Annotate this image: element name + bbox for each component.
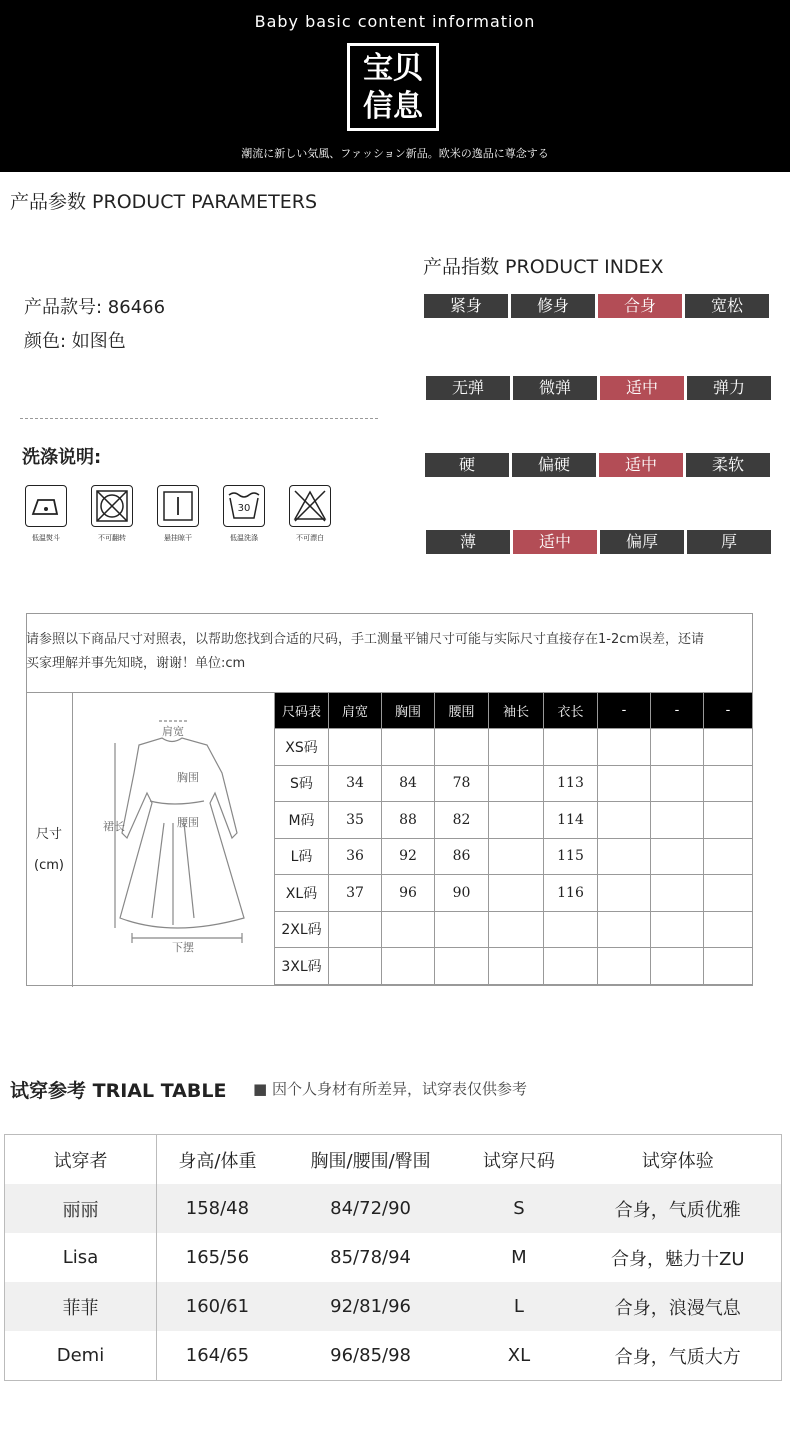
trial-cell: 160/61 — [157, 1282, 278, 1331]
trial-header: 胸围/腰围/臀围 — [310, 1150, 431, 1172]
product-model: 产品款号: 86466 — [24, 297, 166, 318]
size-cell — [329, 948, 382, 985]
wash-30-icon — [223, 485, 265, 527]
index-cell: 厚 — [687, 530, 771, 554]
params-title: 产品参数 PRODUCT PARAMETERS — [10, 191, 318, 213]
iron-low-icon — [25, 485, 67, 527]
dress-diagram — [72, 692, 274, 987]
index-row-stretch — [426, 376, 771, 400]
size-cell: 34 — [329, 765, 382, 802]
trial-cell: Lisa — [5, 1233, 157, 1282]
trial-cell: 165/56 — [185, 1247, 250, 1268]
size-cell — [704, 802, 753, 839]
wash-item — [220, 485, 268, 543]
size-cell — [489, 911, 544, 948]
trial-cell: L — [463, 1282, 574, 1331]
size-cell — [489, 838, 544, 875]
wash-label: 悬挂晾干 — [164, 534, 192, 542]
size-cell: 86 — [435, 838, 489, 875]
size-cell — [598, 838, 651, 875]
size-cell — [435, 911, 489, 948]
size-row — [275, 802, 753, 839]
size-header: 胸围 — [382, 693, 435, 729]
index-cell: 修身 — [511, 294, 595, 318]
size-cell — [651, 875, 704, 912]
size-cell: 35 — [329, 802, 382, 839]
size-cell — [704, 875, 753, 912]
size-cell — [382, 729, 435, 766]
trial-header: 试穿者 — [5, 1135, 157, 1185]
trial-title: 试穿参考 TRIAL TABLE — [10, 1080, 227, 1102]
size-cell — [651, 838, 704, 875]
size-cell — [489, 765, 544, 802]
wash-label: 不可漂白 — [296, 534, 324, 542]
index-cell: 微弹 — [513, 376, 597, 400]
size-cell — [598, 911, 651, 948]
index-cell: 弹力 — [687, 376, 771, 400]
size-cell — [489, 729, 544, 766]
index-cell-selected: 适中 — [600, 376, 684, 400]
wash-temp: 30 — [237, 503, 251, 514]
index-cell: 硬 — [425, 453, 509, 477]
index-row-fit — [424, 294, 769, 318]
trial-header: 试穿尺码 — [482, 1150, 555, 1172]
size-cell: 88 — [382, 802, 435, 839]
size-cell — [435, 729, 489, 766]
stamp-line1: 宝贝 — [363, 51, 423, 86]
index-cell-selected: 合身 — [598, 294, 682, 318]
size-cell — [598, 729, 651, 766]
trial-row — [5, 1233, 782, 1282]
size-name-cell: 2XL码 — [275, 911, 329, 948]
trial-cell: M — [511, 1247, 527, 1268]
size-cell — [489, 875, 544, 912]
length-label: 裙长 — [103, 820, 125, 833]
index-cell: 无弹 — [426, 376, 510, 400]
trial-row — [5, 1282, 782, 1331]
size-cell — [489, 802, 544, 839]
size-cell — [544, 729, 598, 766]
size-cell — [329, 911, 382, 948]
wash-title: 洗涤说明: — [22, 447, 102, 468]
trial-table — [4, 1134, 782, 1381]
size-cell — [704, 838, 753, 875]
size-cell — [489, 948, 544, 985]
chest-label: 胸围 — [177, 771, 199, 784]
size-cell — [329, 729, 382, 766]
banner-subtitle: 潮流に新しい気風、ファッション新品。欧米の逸品に尊念する — [241, 147, 549, 160]
trial-cell: 合身，气质大方 — [614, 1346, 741, 1368]
size-header: - — [704, 693, 753, 729]
size-cell — [651, 729, 704, 766]
no-bleach-icon — [289, 485, 331, 527]
size-cell — [704, 948, 753, 985]
stamp-line2: 信息 — [363, 89, 423, 124]
size-cell — [544, 948, 598, 985]
index-cell: 柔软 — [686, 453, 770, 477]
index-cell-selected: 适中 — [599, 453, 683, 477]
trial-cell: 合身，气质优雅 — [575, 1184, 782, 1233]
size-cell — [435, 948, 489, 985]
size-cell — [598, 948, 651, 985]
index-cell: 宽松 — [685, 294, 769, 318]
size-cell: 114 — [544, 802, 598, 839]
trial-cell: 158/48 — [157, 1184, 278, 1233]
trial-cell: 合身，浪漫气息 — [575, 1282, 782, 1331]
size-cell — [598, 875, 651, 912]
size-name-cell: XL码 — [275, 875, 329, 912]
size-row — [275, 911, 753, 948]
size-cell — [598, 765, 651, 802]
size-cell: 78 — [435, 765, 489, 802]
hem-label: 下摆 — [172, 941, 194, 954]
size-cell — [704, 729, 753, 766]
trial-cell: 菲菲 — [5, 1282, 157, 1331]
index-row-thickness — [426, 530, 771, 554]
size-table — [274, 692, 753, 985]
size-header: - — [651, 693, 704, 729]
size-name-cell: L码 — [275, 838, 329, 875]
size-cell: 96 — [382, 875, 435, 912]
size-left-label — [26, 692, 73, 987]
trial-cell: Demi — [5, 1331, 157, 1381]
index-cell: 薄 — [426, 530, 510, 554]
size-row — [275, 765, 753, 802]
product-color: 颜色: 如图色 — [24, 331, 126, 352]
size-unit: (cm) — [34, 858, 64, 873]
size-cell — [651, 911, 704, 948]
size-cell — [651, 802, 704, 839]
size-cell — [598, 802, 651, 839]
size-row — [275, 838, 753, 875]
trial-header-row — [5, 1135, 782, 1185]
size-row — [275, 729, 753, 766]
size-cell — [651, 765, 704, 802]
size-name-cell: 3XL码 — [275, 948, 329, 985]
size-cell: 37 — [329, 875, 382, 912]
size-cell: 116 — [544, 875, 598, 912]
wash-item — [154, 485, 202, 543]
wash-label: 低温熨斗 — [32, 534, 60, 542]
index-cell: 偏厚 — [600, 530, 684, 554]
size-name-cell: XS码 — [275, 729, 329, 766]
no-tumble-dry-icon — [91, 485, 133, 527]
trial-cell: XL — [507, 1345, 531, 1366]
size-cell: 113 — [544, 765, 598, 802]
index-cell-selected: 适中 — [513, 530, 597, 554]
size-cell: 115 — [544, 838, 598, 875]
index-title: 产品指数 PRODUCT INDEX — [423, 256, 664, 278]
wash-item — [22, 485, 70, 543]
size-cell — [382, 911, 435, 948]
size-cell — [544, 911, 598, 948]
size-name-cell: S码 — [275, 765, 329, 802]
trial-row — [5, 1331, 782, 1381]
wash-icons — [22, 485, 334, 543]
wash-item — [88, 485, 136, 543]
size-note-line1: 请参照以下商品尺寸对照表，以帮助您找到合适的尺码，手工测量平铺尺寸可能与实际尺寸直接存在1-2cm误差，还请 — [26, 632, 705, 647]
trial-cell: 164/65 — [185, 1345, 250, 1366]
shoulder-label: 肩宽 — [162, 725, 184, 738]
hang-dry-icon — [157, 485, 199, 527]
wash-label: 不可翻转 — [98, 534, 126, 542]
size-cell — [704, 911, 753, 948]
wash-item — [286, 485, 334, 543]
size-row — [275, 948, 753, 985]
trial-cell: 84/72/90 — [278, 1184, 464, 1233]
size-note-line2: 买家理解并事先知晓，谢谢！单位:cm — [26, 656, 246, 671]
size-cell — [382, 948, 435, 985]
trial-cell: 92/81/96 — [278, 1282, 464, 1331]
index-cell: 偏硬 — [512, 453, 596, 477]
trial-cell: 96/85/98 — [330, 1345, 411, 1366]
trial-cell: 丽丽 — [5, 1184, 157, 1233]
waist-label: 腰围 — [177, 816, 199, 829]
size-header: 肩宽 — [329, 693, 382, 729]
index-cell: 紧身 — [424, 294, 508, 318]
banner-stamp — [347, 43, 439, 131]
divider — [20, 418, 378, 419]
size-header: 尺码表 — [275, 693, 329, 729]
trial-header: 身高/体重 — [178, 1150, 257, 1172]
size-cell: 82 — [435, 802, 489, 839]
trial-header: 试穿体验 — [641, 1150, 714, 1172]
size-cell: 90 — [435, 875, 489, 912]
size-row — [275, 875, 753, 912]
trial-cell: 85/78/94 — [330, 1247, 411, 1268]
size-label: 尺寸 — [35, 827, 62, 842]
index-row-softness — [425, 453, 770, 477]
size-name-cell: M码 — [275, 802, 329, 839]
size-cell: 92 — [382, 838, 435, 875]
banner-top-text: Baby basic content information — [254, 12, 536, 31]
wash-label: 低温洗涤 — [230, 534, 258, 542]
header-banner — [0, 0, 790, 172]
size-header: 袖长 — [489, 693, 544, 729]
size-header: - — [598, 693, 651, 729]
size-note — [26, 628, 753, 676]
size-cell: 84 — [382, 765, 435, 802]
trial-note: ■ 因个人身材有所差异，试穿表仅供参考 — [253, 1080, 527, 1098]
size-header: 腰围 — [435, 693, 489, 729]
size-cell: 36 — [329, 838, 382, 875]
size-header: 衣长 — [544, 693, 598, 729]
trial-cell: 合身，魅力十ZU — [611, 1248, 745, 1270]
trial-cell: S — [463, 1184, 574, 1233]
size-cell — [704, 765, 753, 802]
size-cell — [651, 948, 704, 985]
size-header-row — [275, 693, 753, 729]
trial-row — [5, 1184, 782, 1233]
